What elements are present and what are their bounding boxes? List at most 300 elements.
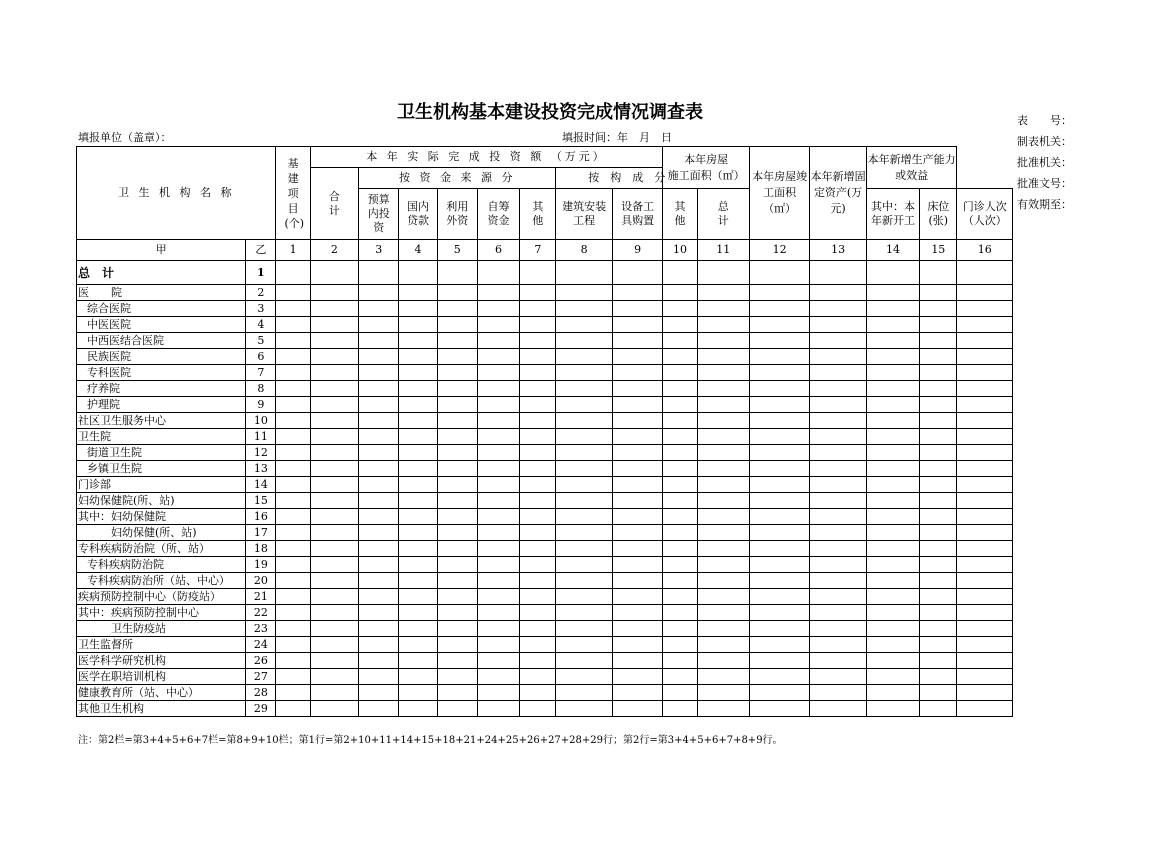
value-cell[interactable] [399, 605, 437, 621]
value-cell[interactable] [920, 365, 957, 381]
value-cell[interactable] [612, 589, 662, 605]
value-cell[interactable] [520, 413, 556, 429]
value-cell[interactable] [359, 541, 399, 557]
value-cell[interactable] [359, 637, 399, 653]
value-cell[interactable] [663, 493, 697, 509]
value-cell[interactable] [810, 605, 866, 621]
value-cell[interactable] [749, 573, 809, 589]
value-cell[interactable] [520, 261, 556, 285]
value-cell[interactable] [520, 461, 556, 477]
value-cell[interactable] [920, 317, 957, 333]
value-cell[interactable] [437, 301, 477, 317]
value-cell[interactable] [663, 685, 697, 701]
value-cell[interactable] [556, 541, 612, 557]
value-cell[interactable] [612, 429, 662, 445]
value-cell[interactable] [359, 701, 399, 717]
value-cell[interactable] [612, 461, 662, 477]
value-cell[interactable] [359, 509, 399, 525]
value-cell[interactable] [866, 605, 919, 621]
value-cell[interactable] [477, 589, 519, 605]
value-cell[interactable] [749, 285, 809, 301]
value-cell[interactable] [612, 557, 662, 573]
value-cell[interactable] [920, 525, 957, 541]
value-cell[interactable] [477, 685, 519, 701]
value-cell[interactable] [399, 365, 437, 381]
value-cell[interactable] [920, 685, 957, 701]
value-cell[interactable] [477, 477, 519, 493]
value-cell[interactable] [663, 461, 697, 477]
value-cell[interactable] [276, 589, 310, 605]
value-cell[interactable] [920, 605, 957, 621]
value-cell[interactable] [920, 573, 957, 589]
value-cell[interactable] [520, 493, 556, 509]
value-cell[interactable] [399, 685, 437, 701]
value-cell[interactable] [276, 397, 310, 413]
value-cell[interactable] [957, 701, 1013, 717]
value-cell[interactable] [697, 477, 749, 493]
value-cell[interactable] [810, 317, 866, 333]
value-cell[interactable] [697, 605, 749, 621]
value-cell[interactable] [399, 429, 437, 445]
value-cell[interactable] [310, 653, 358, 669]
value-cell[interactable] [399, 493, 437, 509]
value-cell[interactable] [399, 573, 437, 589]
value-cell[interactable] [612, 685, 662, 701]
value-cell[interactable] [957, 413, 1013, 429]
value-cell[interactable] [810, 557, 866, 573]
value-cell[interactable] [866, 285, 919, 301]
value-cell[interactable] [663, 381, 697, 397]
value-cell[interactable] [520, 365, 556, 381]
value-cell[interactable] [749, 509, 809, 525]
value-cell[interactable] [520, 653, 556, 669]
value-cell[interactable] [359, 653, 399, 669]
value-cell[interactable] [520, 397, 556, 413]
value-cell[interactable] [866, 413, 919, 429]
value-cell[interactable] [520, 701, 556, 717]
value-cell[interactable] [556, 493, 612, 509]
value-cell[interactable] [749, 317, 809, 333]
value-cell[interactable] [310, 589, 358, 605]
value-cell[interactable] [359, 445, 399, 461]
value-cell[interactable] [359, 573, 399, 589]
value-cell[interactable] [810, 301, 866, 317]
value-cell[interactable] [437, 525, 477, 541]
value-cell[interactable] [556, 509, 612, 525]
value-cell[interactable] [957, 381, 1013, 397]
value-cell[interactable] [663, 621, 697, 637]
value-cell[interactable] [697, 525, 749, 541]
value-cell[interactable] [920, 509, 957, 525]
value-cell[interactable] [520, 381, 556, 397]
value-cell[interactable] [437, 461, 477, 477]
value-cell[interactable] [810, 685, 866, 701]
value-cell[interactable] [697, 589, 749, 605]
value-cell[interactable] [276, 669, 310, 685]
value-cell[interactable] [663, 557, 697, 573]
value-cell[interactable] [310, 669, 358, 685]
value-cell[interactable] [310, 285, 358, 301]
value-cell[interactable] [920, 429, 957, 445]
value-cell[interactable] [810, 477, 866, 493]
value-cell[interactable] [276, 509, 310, 525]
value-cell[interactable] [866, 669, 919, 685]
value-cell[interactable] [749, 621, 809, 637]
value-cell[interactable] [477, 445, 519, 461]
value-cell[interactable] [359, 397, 399, 413]
value-cell[interactable] [399, 413, 437, 429]
value-cell[interactable] [477, 381, 519, 397]
value-cell[interactable] [810, 621, 866, 637]
value-cell[interactable] [612, 637, 662, 653]
value-cell[interactable] [310, 541, 358, 557]
value-cell[interactable] [310, 477, 358, 493]
value-cell[interactable] [276, 477, 310, 493]
value-cell[interactable] [663, 477, 697, 493]
value-cell[interactable] [359, 333, 399, 349]
value-cell[interactable] [556, 317, 612, 333]
value-cell[interactable] [477, 285, 519, 301]
value-cell[interactable] [276, 605, 310, 621]
value-cell[interactable] [866, 301, 919, 317]
value-cell[interactable] [663, 573, 697, 589]
value-cell[interactable] [520, 541, 556, 557]
value-cell[interactable] [310, 317, 358, 333]
value-cell[interactable] [359, 685, 399, 701]
value-cell[interactable] [749, 413, 809, 429]
value-cell[interactable] [957, 557, 1013, 573]
value-cell[interactable] [957, 477, 1013, 493]
value-cell[interactable] [520, 525, 556, 541]
value-cell[interactable] [663, 701, 697, 717]
value-cell[interactable] [697, 637, 749, 653]
value-cell[interactable] [520, 621, 556, 637]
value-cell[interactable] [310, 381, 358, 397]
value-cell[interactable] [556, 301, 612, 317]
value-cell[interactable] [399, 397, 437, 413]
value-cell[interactable] [612, 669, 662, 685]
value-cell[interactable] [520, 637, 556, 653]
value-cell[interactable] [520, 429, 556, 445]
value-cell[interactable] [920, 381, 957, 397]
value-cell[interactable] [276, 653, 310, 669]
value-cell[interactable] [359, 669, 399, 685]
value-cell[interactable] [399, 445, 437, 461]
value-cell[interactable] [437, 333, 477, 349]
value-cell[interactable] [359, 413, 399, 429]
value-cell[interactable] [920, 445, 957, 461]
value-cell[interactable] [477, 557, 519, 573]
value-cell[interactable] [866, 445, 919, 461]
value-cell[interactable] [276, 413, 310, 429]
value-cell[interactable] [810, 429, 866, 445]
value-cell[interactable] [810, 261, 866, 285]
value-cell[interactable] [556, 413, 612, 429]
value-cell[interactable] [477, 669, 519, 685]
value-cell[interactable] [276, 285, 310, 301]
value-cell[interactable] [437, 621, 477, 637]
value-cell[interactable] [663, 669, 697, 685]
value-cell[interactable] [437, 397, 477, 413]
value-cell[interactable] [276, 445, 310, 461]
value-cell[interactable] [276, 381, 310, 397]
value-cell[interactable] [612, 301, 662, 317]
value-cell[interactable] [697, 349, 749, 365]
value-cell[interactable] [866, 589, 919, 605]
value-cell[interactable] [520, 605, 556, 621]
value-cell[interactable] [556, 637, 612, 653]
value-cell[interactable] [920, 637, 957, 653]
value-cell[interactable] [866, 557, 919, 573]
value-cell[interactable] [957, 589, 1013, 605]
value-cell[interactable] [520, 669, 556, 685]
value-cell[interactable] [920, 493, 957, 509]
value-cell[interactable] [520, 573, 556, 589]
value-cell[interactable] [920, 349, 957, 365]
value-cell[interactable] [866, 637, 919, 653]
value-cell[interactable] [477, 701, 519, 717]
value-cell[interactable] [276, 701, 310, 717]
value-cell[interactable] [399, 589, 437, 605]
value-cell[interactable] [477, 317, 519, 333]
value-cell[interactable] [697, 461, 749, 477]
value-cell[interactable] [556, 653, 612, 669]
value-cell[interactable] [399, 349, 437, 365]
value-cell[interactable] [399, 261, 437, 285]
value-cell[interactable] [310, 573, 358, 589]
value-cell[interactable] [920, 477, 957, 493]
value-cell[interactable] [612, 445, 662, 461]
value-cell[interactable] [359, 461, 399, 477]
value-cell[interactable] [749, 349, 809, 365]
value-cell[interactable] [920, 541, 957, 557]
value-cell[interactable] [920, 621, 957, 637]
value-cell[interactable] [359, 477, 399, 493]
value-cell[interactable] [697, 509, 749, 525]
value-cell[interactable] [477, 461, 519, 477]
value-cell[interactable] [866, 509, 919, 525]
value-cell[interactable] [663, 261, 697, 285]
value-cell[interactable] [866, 493, 919, 509]
value-cell[interactable] [749, 525, 809, 541]
value-cell[interactable] [920, 261, 957, 285]
value-cell[interactable] [437, 445, 477, 461]
value-cell[interactable] [399, 541, 437, 557]
value-cell[interactable] [957, 621, 1013, 637]
value-cell[interactable] [477, 261, 519, 285]
value-cell[interactable] [399, 557, 437, 573]
value-cell[interactable] [359, 525, 399, 541]
value-cell[interactable] [520, 285, 556, 301]
value-cell[interactable] [359, 349, 399, 365]
value-cell[interactable] [920, 653, 957, 669]
value-cell[interactable] [866, 429, 919, 445]
value-cell[interactable] [359, 301, 399, 317]
value-cell[interactable] [520, 557, 556, 573]
value-cell[interactable] [866, 381, 919, 397]
value-cell[interactable] [957, 509, 1013, 525]
value-cell[interactable] [477, 397, 519, 413]
value-cell[interactable] [749, 445, 809, 461]
value-cell[interactable] [697, 541, 749, 557]
value-cell[interactable] [957, 445, 1013, 461]
value-cell[interactable] [276, 429, 310, 445]
value-cell[interactable] [957, 525, 1013, 541]
value-cell[interactable] [437, 413, 477, 429]
value-cell[interactable] [556, 605, 612, 621]
value-cell[interactable] [957, 605, 1013, 621]
value-cell[interactable] [810, 397, 866, 413]
value-cell[interactable] [697, 285, 749, 301]
value-cell[interactable] [810, 637, 866, 653]
value-cell[interactable] [866, 653, 919, 669]
value-cell[interactable] [399, 637, 437, 653]
value-cell[interactable] [612, 317, 662, 333]
value-cell[interactable] [310, 525, 358, 541]
value-cell[interactable] [556, 589, 612, 605]
value-cell[interactable] [810, 349, 866, 365]
value-cell[interactable] [520, 445, 556, 461]
value-cell[interactable] [359, 589, 399, 605]
value-cell[interactable] [359, 285, 399, 301]
value-cell[interactable] [276, 525, 310, 541]
value-cell[interactable] [276, 541, 310, 557]
value-cell[interactable] [663, 525, 697, 541]
value-cell[interactable] [612, 477, 662, 493]
value-cell[interactable] [957, 261, 1013, 285]
value-cell[interactable] [399, 509, 437, 525]
value-cell[interactable] [477, 573, 519, 589]
value-cell[interactable] [477, 333, 519, 349]
value-cell[interactable] [359, 605, 399, 621]
value-cell[interactable] [437, 605, 477, 621]
value-cell[interactable] [399, 301, 437, 317]
value-cell[interactable] [437, 317, 477, 333]
value-cell[interactable] [477, 541, 519, 557]
value-cell[interactable] [957, 493, 1013, 509]
value-cell[interactable] [310, 413, 358, 429]
value-cell[interactable] [437, 653, 477, 669]
value-cell[interactable] [612, 541, 662, 557]
value-cell[interactable] [866, 397, 919, 413]
value-cell[interactable] [437, 589, 477, 605]
value-cell[interactable] [663, 541, 697, 557]
value-cell[interactable] [612, 525, 662, 541]
value-cell[interactable] [810, 381, 866, 397]
value-cell[interactable] [866, 333, 919, 349]
value-cell[interactable] [399, 525, 437, 541]
value-cell[interactable] [612, 285, 662, 301]
value-cell[interactable] [310, 685, 358, 701]
value-cell[interactable] [749, 429, 809, 445]
value-cell[interactable] [957, 397, 1013, 413]
value-cell[interactable] [359, 621, 399, 637]
value-cell[interactable] [520, 301, 556, 317]
value-cell[interactable] [477, 301, 519, 317]
value-cell[interactable] [310, 429, 358, 445]
value-cell[interactable] [749, 541, 809, 557]
value-cell[interactable] [276, 621, 310, 637]
value-cell[interactable] [556, 333, 612, 349]
value-cell[interactable] [612, 701, 662, 717]
value-cell[interactable] [749, 261, 809, 285]
value-cell[interactable] [612, 413, 662, 429]
value-cell[interactable] [810, 525, 866, 541]
value-cell[interactable] [810, 589, 866, 605]
value-cell[interactable] [920, 413, 957, 429]
value-cell[interactable] [556, 557, 612, 573]
value-cell[interactable] [810, 541, 866, 557]
value-cell[interactable] [920, 301, 957, 317]
value-cell[interactable] [810, 509, 866, 525]
value-cell[interactable] [663, 365, 697, 381]
value-cell[interactable] [477, 413, 519, 429]
value-cell[interactable] [866, 525, 919, 541]
value-cell[interactable] [556, 397, 612, 413]
value-cell[interactable] [276, 685, 310, 701]
value-cell[interactable] [276, 573, 310, 589]
value-cell[interactable] [612, 349, 662, 365]
value-cell[interactable] [310, 605, 358, 621]
value-cell[interactable] [556, 477, 612, 493]
value-cell[interactable] [749, 333, 809, 349]
value-cell[interactable] [866, 541, 919, 557]
value-cell[interactable] [520, 317, 556, 333]
value-cell[interactable] [556, 365, 612, 381]
value-cell[interactable] [612, 333, 662, 349]
value-cell[interactable] [866, 317, 919, 333]
value-cell[interactable] [520, 685, 556, 701]
value-cell[interactable] [437, 685, 477, 701]
value-cell[interactable] [697, 445, 749, 461]
value-cell[interactable] [477, 349, 519, 365]
value-cell[interactable] [520, 509, 556, 525]
value-cell[interactable] [612, 573, 662, 589]
value-cell[interactable] [477, 525, 519, 541]
value-cell[interactable] [810, 653, 866, 669]
value-cell[interactable] [612, 397, 662, 413]
value-cell[interactable] [957, 301, 1013, 317]
value-cell[interactable] [437, 381, 477, 397]
value-cell[interactable] [957, 317, 1013, 333]
value-cell[interactable] [749, 477, 809, 493]
value-cell[interactable] [957, 461, 1013, 477]
value-cell[interactable] [556, 445, 612, 461]
value-cell[interactable] [920, 285, 957, 301]
value-cell[interactable] [697, 557, 749, 573]
value-cell[interactable] [437, 669, 477, 685]
value-cell[interactable] [920, 557, 957, 573]
value-cell[interactable] [310, 637, 358, 653]
value-cell[interactable] [749, 557, 809, 573]
value-cell[interactable] [697, 365, 749, 381]
value-cell[interactable] [556, 525, 612, 541]
value-cell[interactable] [310, 493, 358, 509]
value-cell[interactable] [957, 685, 1013, 701]
value-cell[interactable] [437, 429, 477, 445]
value-cell[interactable] [437, 493, 477, 509]
value-cell[interactable] [957, 333, 1013, 349]
value-cell[interactable] [399, 317, 437, 333]
value-cell[interactable] [399, 669, 437, 685]
value-cell[interactable] [399, 653, 437, 669]
value-cell[interactable] [359, 261, 399, 285]
value-cell[interactable] [749, 381, 809, 397]
value-cell[interactable] [276, 349, 310, 365]
value-cell[interactable] [866, 349, 919, 365]
value-cell[interactable] [810, 413, 866, 429]
value-cell[interactable] [276, 333, 310, 349]
